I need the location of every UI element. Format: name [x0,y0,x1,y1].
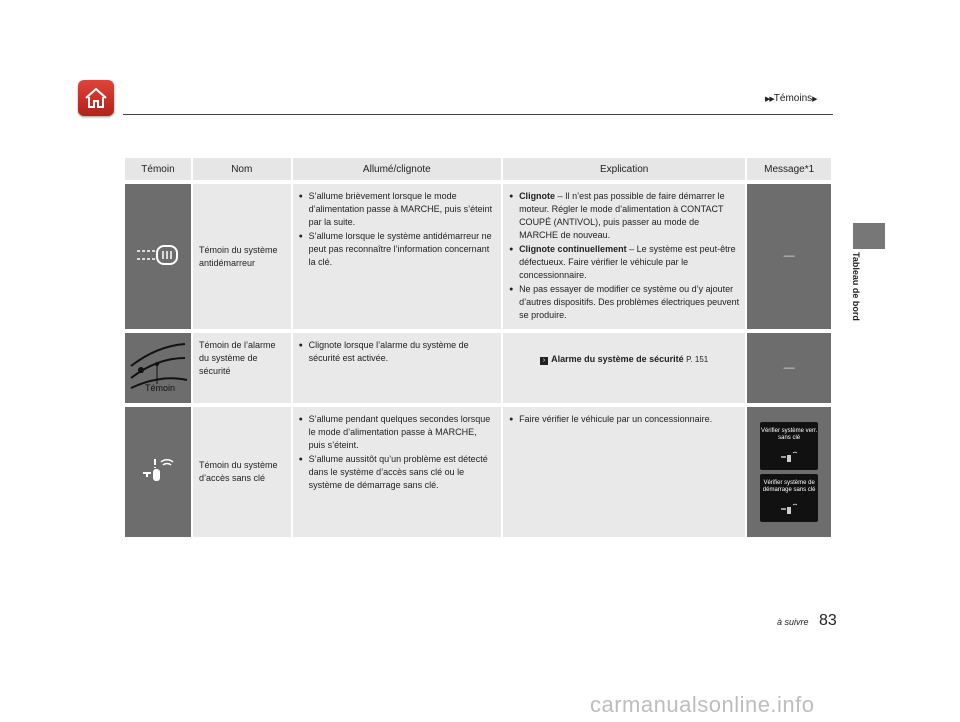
watermark: carmanualsonline.info [590,692,815,717]
table-row [125,407,831,537]
table-row [125,184,831,329]
row2-message: — [747,333,831,403]
continue-label: à suivre [777,617,809,627]
cross-reference-link[interactable]: › Alarme du système de sécurité P. 151 [509,353,739,366]
keyless-access-icon [141,453,175,487]
breadcrumb-arrow-icon: ▶ [812,96,817,103]
message-screen [760,474,818,522]
table-header-row [125,158,831,180]
breadcrumb[interactable] [765,93,817,104]
table-row [125,333,831,403]
header-rule [123,114,833,115]
keyless-message-icon [781,450,797,462]
row1-explanation [503,184,745,329]
col-header-message: Message*1 [747,158,831,180]
list-item: ● S’allume brièvement lorsque le mode d’alimentation passe à MARCHE, puis s’éteint par la suite. [299,190,495,229]
row3-messages [747,407,831,537]
col-header-temoin: Témoin [125,158,191,180]
list-item: ● Clignote lorsque l’alarme du système de sécurité est activée. [299,339,495,365]
immobilizer-icon [135,243,181,267]
list-item: ● S’allume aussitôt qu’un problème est détecté dans le système d’accès sans clé ou le système de démarrage sans clé. [299,453,495,492]
reference-arrow-icon: › [540,357,548,365]
col-header-allume: Allumé/clignote [293,158,501,180]
page-number: 83 [819,612,837,629]
row3-lit [293,407,501,537]
keyless-icon-cell [125,407,191,537]
list-item: ● S’allume pendant quelques secondes lorsque le mode d’alimentation passe à MARCHE, puis s’éteint. [299,413,495,452]
list-item: ● S’allume lorsque le système antidémarreur ne peut pas reconnaître l’information concernant la clé. [299,230,495,269]
row1-message: — [747,184,831,329]
message-text: Vérifier système verr. sans clé [760,428,818,441]
message-text: Vérifier système de démarrage sans clé [762,480,816,493]
section-label: Tableau de bord [851,252,861,321]
list-item: ● Clignote – Il n’est pas possible de faire démarrer le moteur. Régler le mode d’alimentation à CONTACT COUPÉ (ANTIVOL), puis passer au mode de MARCHE de nouveau. [509,190,739,242]
row1-name: Témoin du système antidémarreur [193,184,291,329]
col-header-nom: Nom [193,158,291,180]
home-icon [84,87,108,109]
breadcrumb-arrows-icon: ▶▶ [765,96,774,103]
indicator-table [123,158,833,537]
row3-explanation [503,407,745,537]
home-button[interactable] [78,80,114,116]
breadcrumb-label: Témoins [773,93,813,104]
row2-name: Témoin de l’alarme du système de sécurité [193,333,291,403]
list-item: ● Ne pas essayer de modifier ce système ou d’y ajouter d’autres dispositifs. Des problèmes électriques peuvent se produire. [509,283,739,322]
row3-name: Témoin du système d’accès sans clé [193,407,291,537]
list-item: ● Faire vérifier le véhicule par un concessionnaire. [509,413,739,426]
col-header-explication: Explication [503,158,745,180]
keyless-message-icon [781,502,797,514]
row2-lit [293,333,501,403]
message-screen [760,422,818,470]
immobilizer-icon-cell [125,184,191,329]
list-item: ● Clignote continuellement – Le système est peut-être défectueux. Faire vérifier le véhicule par le concessionnaire. [509,243,739,282]
section-tab[interactable] [853,223,885,249]
row1-lit [293,184,501,329]
row2-explanation [503,333,745,403]
icon-caption: Témoin [145,383,176,393]
